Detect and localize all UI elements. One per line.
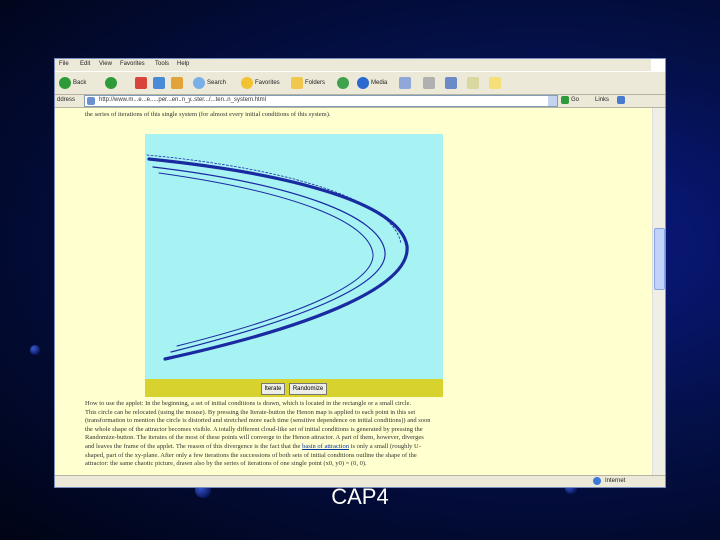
back-arrow-icon — [59, 77, 71, 89]
go-label: Go — [571, 97, 580, 103]
browser-window — [54, 58, 666, 488]
note-icon — [489, 77, 501, 89]
menu-view[interactable]: View — [99, 61, 112, 67]
menu-favorites[interactable]: Favorites — [120, 61, 145, 67]
favorites-button[interactable] — [241, 76, 280, 90]
back-label: Back — [73, 80, 87, 86]
attractor-band-middle — [153, 167, 385, 352]
link-icon — [617, 96, 625, 104]
forward-arrow-icon — [105, 77, 117, 89]
refresh-button[interactable] — [153, 76, 165, 90]
home-icon — [171, 77, 183, 89]
folders-label: Folders — [305, 80, 326, 86]
go-button[interactable] — [561, 96, 579, 104]
henon-applet-canvas[interactable] — [145, 134, 443, 379]
search-icon — [193, 77, 205, 89]
discuss-button[interactable] — [467, 76, 479, 90]
instructions-line-2: This circle can be relocated (using the mouse). By pressing the Iterate-button the Henon map is applied to each point in this set — [85, 408, 416, 416]
address-input[interactable] — [84, 95, 558, 107]
menu-help[interactable]: Help — [177, 61, 190, 67]
print-button[interactable] — [423, 76, 435, 90]
forward-button[interactable] — [105, 76, 117, 90]
basin-of-attraction-link[interactable]: basin of attraction — [302, 442, 350, 450]
media-label: Media — [371, 80, 388, 86]
menu-edit[interactable]: Edit — [80, 61, 91, 67]
attractor-plot — [145, 134, 443, 379]
randomize-button[interactable]: Randomize — [289, 383, 327, 395]
favorites-star-icon — [241, 77, 253, 89]
menu-file[interactable]: File — [59, 61, 69, 67]
toolbar — [55, 71, 665, 95]
address-url: http://www.m...e...e.....per...en..n_y..ster.../...ten..n_system.html — [99, 97, 266, 103]
instructions-line-6-tail: is only a small (roughly U- — [350, 442, 421, 450]
instructions-line-4: the whole shape of the attractor becomes visible. A totally different cloud-like set of initial conditions is generated by pressing the — [85, 425, 423, 433]
messenger-button[interactable] — [489, 76, 501, 90]
status-zone: Internet — [605, 478, 626, 484]
home-button[interactable] — [171, 76, 183, 90]
page-content — [55, 108, 653, 475]
intro-text: the series of iterations of this single system (for almost every initial conditions of this system). — [85, 111, 331, 118]
instructions-line-5: Randomize-button. The iterates of the most of these points will converge to the Henon attractor. A part of them, however, diverges — [85, 434, 424, 442]
history-button[interactable] — [337, 76, 349, 90]
mail-icon — [399, 77, 411, 89]
attractor-band-trace — [147, 155, 401, 244]
stop-button[interactable] — [135, 76, 147, 90]
instructions-line-6 — [85, 443, 645, 452]
media-icon — [357, 77, 369, 89]
folder-icon — [291, 77, 303, 89]
media-button[interactable] — [357, 76, 387, 90]
menu-bar — [55, 59, 665, 71]
address-bar — [55, 94, 665, 108]
edit-button[interactable] — [445, 76, 457, 90]
vertical-scrollbar[interactable] — [652, 108, 665, 475]
edit-icon — [445, 77, 457, 89]
address-dropdown-button[interactable] — [548, 96, 557, 106]
instructions-line-3: (transformation to mention the circle is distorted and stretched more each time (sensitive dependence on initial conditions)) and soon — [85, 417, 431, 425]
discuss-icon — [467, 77, 479, 89]
iterate-button[interactable]: Iterate — [261, 383, 285, 395]
scrollbar-thumb[interactable] — [654, 228, 665, 290]
address-label: ddress — [57, 97, 76, 103]
menu-tools[interactable]: Tools — [155, 61, 170, 67]
links-label[interactable]: Links — [595, 97, 610, 103]
windows-logo-icon — [651, 59, 665, 71]
folders-button[interactable] — [291, 76, 325, 90]
history-icon — [337, 77, 349, 89]
page-icon — [87, 97, 95, 105]
stop-icon — [135, 77, 147, 89]
instructions-line-1: How to use the applet: In the beginning, a set of initial conditions is drawn, which is located in the rectangle or a small circle. — [85, 400, 412, 407]
instructions-line-7: shaped, part of the xy-plane. After only a few iterations the successions of both sets of initial conditions outline the shape of the — [85, 451, 417, 459]
instructions-line-6-text: and leaves the frame of the applet. The reason of this divergence is the fact that the — [85, 442, 301, 450]
search-label: Search — [207, 80, 227, 86]
instructions-line-8: attractor: the same chaotic picture, drawn also by the series of iterations of one single point (x0, y0) = (0, 0). — [85, 460, 367, 468]
refresh-icon — [153, 77, 165, 89]
go-arrow-icon — [561, 96, 569, 104]
applet-control-bar — [145, 379, 443, 397]
slide-bullet-1 — [30, 345, 40, 355]
print-icon — [423, 77, 435, 89]
mail-button[interactable] — [399, 76, 411, 90]
attractor-band-inner — [159, 173, 373, 346]
search-button[interactable] — [193, 76, 226, 90]
slide-caption: CAP4 — [331, 484, 389, 509]
favorites-label: Favorites — [255, 80, 280, 86]
back-button[interactable] — [59, 76, 86, 90]
instructions-text — [85, 400, 645, 469]
